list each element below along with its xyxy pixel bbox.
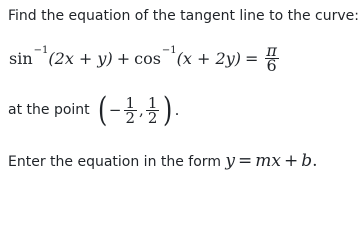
equals-sign: = <box>244 49 259 68</box>
fraction-denominator: 6 <box>266 56 277 75</box>
form-period: . <box>312 151 318 171</box>
form-y: y <box>225 151 236 171</box>
point-label: at the point <box>8 102 90 118</box>
minus-sign: − <box>108 101 122 119</box>
form-b: b <box>301 151 313 171</box>
sin-argument: (2x + y) <box>48 49 113 68</box>
curve-equation <box>9 41 281 75</box>
inverse-exponent-cos: −1 <box>161 45 177 56</box>
point-row <box>8 90 180 130</box>
comma: , <box>139 101 144 119</box>
period: . <box>174 101 180 119</box>
form-equals: = <box>238 151 253 171</box>
question-prompt: Find the equation of the tangent line to the curve: <box>8 8 359 24</box>
point-coordinates <box>96 90 180 130</box>
answer-form-instruction <box>8 151 318 171</box>
left-paren: ( <box>97 90 107 130</box>
x-denominator: 2 <box>125 108 136 127</box>
right-paren: ) <box>163 90 173 130</box>
y-fraction <box>146 93 160 127</box>
plus-operator: + <box>116 49 131 68</box>
y-numerator: 1 <box>147 93 158 112</box>
line-form <box>225 151 317 171</box>
form-text: Enter the equation in the form <box>8 154 221 170</box>
x-fraction <box>124 93 138 127</box>
cos-function: cos <box>134 49 161 68</box>
fraction-numerator: π <box>266 41 277 60</box>
sin-function: sin <box>9 49 33 68</box>
pi-over-six-fraction <box>264 41 279 75</box>
inverse-exponent-sin: −1 <box>33 45 49 56</box>
x-numerator: 1 <box>125 93 136 112</box>
y-denominator: 2 <box>147 108 158 127</box>
form-plus: + <box>283 151 299 171</box>
cos-argument: (x + 2y) <box>176 49 241 68</box>
form-mx: mx <box>255 151 281 171</box>
